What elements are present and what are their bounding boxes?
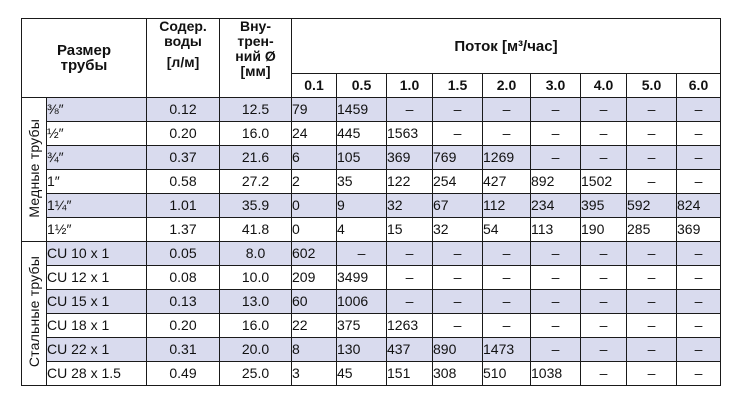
table-row	[22, 290, 721, 314]
water-content-cell: 1.01	[147, 194, 220, 218]
inner-diameter-line3: ний	[235, 48, 261, 64]
flow-value-cell: 15	[387, 218, 433, 242]
table-row	[22, 362, 721, 386]
inner-diameter-cell: 41.8	[220, 218, 292, 242]
flow-value-cell: –	[677, 122, 721, 146]
flow-value-cell: 190	[581, 218, 627, 242]
pipe-size-cell: CU 10 x 1	[47, 242, 147, 266]
flow-value-cell: 427	[483, 170, 531, 194]
table-row	[22, 98, 721, 122]
flow-value-cell: –	[387, 98, 433, 122]
flow-value-cell: 1038	[531, 362, 581, 386]
flow-value-cell: –	[581, 266, 627, 290]
flow-value-cell: –	[627, 338, 677, 362]
inner-diameter-cell: 12.5	[220, 98, 292, 122]
flow-value-cell: 308	[433, 362, 483, 386]
water-content-unit: [л/м]	[166, 54, 200, 70]
inner-diameter-cell: 35.9	[220, 194, 292, 218]
water-content-cell: 0.05	[147, 242, 220, 266]
table-row	[22, 242, 721, 266]
water-content-cell: 0.37	[147, 146, 220, 170]
flow-value-cell: 130	[337, 338, 387, 362]
flow-value-cell: 209	[292, 266, 337, 290]
flow-value-cell: 54	[483, 218, 531, 242]
flow-value-cell: –	[433, 290, 483, 314]
table-row	[22, 122, 721, 146]
flow-value-cell: –	[433, 242, 483, 266]
table-row	[22, 218, 721, 242]
flow-value-cell: –	[627, 242, 677, 266]
flow-value-cell: –	[677, 170, 721, 194]
flow-value-cell: –	[627, 314, 677, 338]
flow-value-cell: 151	[387, 362, 433, 386]
water-content-cell: 0.20	[147, 314, 220, 338]
inner-diameter-header	[220, 19, 292, 98]
flow-value-cell: –	[581, 338, 627, 362]
flow-value-cell: –	[627, 146, 677, 170]
group-label-cell	[22, 98, 47, 242]
table-row	[22, 266, 721, 290]
flow-value-cell: –	[483, 314, 531, 338]
flow-value-cell: –	[433, 122, 483, 146]
flow-value-cell: –	[677, 290, 721, 314]
flow-value-header: 1.0	[387, 74, 433, 98]
table-row	[22, 146, 721, 170]
flow-value-cell: 892	[531, 170, 581, 194]
flow-value-cell: 1473	[483, 338, 531, 362]
flow-value-cell: 35	[337, 170, 387, 194]
inner-diameter-cell: 25.0	[220, 362, 292, 386]
flow-value-cell: 510	[483, 362, 531, 386]
pipe-size-cell: ⅜″	[47, 98, 147, 122]
flow-value-cell: 3499	[337, 266, 387, 290]
pipe-size-cell: ½″	[47, 122, 147, 146]
flow-value-cell: –	[677, 266, 721, 290]
flow-value-cell: –	[627, 170, 677, 194]
flow-value-cell: 890	[433, 338, 483, 362]
table-body	[22, 98, 721, 386]
flow-value-cell: –	[337, 242, 387, 266]
flow-value-cell: –	[387, 242, 433, 266]
flow-value-cell: –	[581, 362, 627, 386]
table-row	[22, 338, 721, 362]
flow-value-cell: 254	[433, 170, 483, 194]
flow-value-cell: 67	[433, 194, 483, 218]
flow-value-cell: –	[677, 338, 721, 362]
flow-value-header: 5.0	[627, 74, 677, 98]
flow-value-cell: –	[531, 98, 581, 122]
water-content-cell: 1.37	[147, 218, 220, 242]
flow-value-cell: 285	[627, 218, 677, 242]
flow-value-cell: 769	[433, 146, 483, 170]
flow-value-cell: 24	[292, 122, 337, 146]
flow-value-cell: 437	[387, 338, 433, 362]
table-row	[22, 314, 721, 338]
flow-value-cell: –	[581, 122, 627, 146]
inner-diameter-unit: [мм]	[240, 63, 271, 79]
inner-diameter-cell: 16.0	[220, 122, 292, 146]
group-label: Медные трубы	[25, 118, 42, 218]
flow-value-header: 6.0	[677, 74, 721, 98]
flow-value-cell: 4	[337, 218, 387, 242]
flow-value-cell: –	[531, 338, 581, 362]
flow-value-cell: –	[627, 122, 677, 146]
flow-value-cell: –	[627, 98, 677, 122]
water-content-label: Содер. воды	[159, 18, 207, 49]
flow-value-cell: 592	[627, 194, 677, 218]
flow-value-cell: 1459	[337, 98, 387, 122]
flow-value-cell: 1502	[581, 170, 627, 194]
flow-value-cell: –	[483, 290, 531, 314]
flow-value-cell: 32	[433, 218, 483, 242]
flow-value-cell: 445	[337, 122, 387, 146]
water-content-cell: 0.12	[147, 98, 220, 122]
flow-value-cell: –	[677, 314, 721, 338]
flow-value-cell: 22	[292, 314, 337, 338]
flow-value-cell: 113	[531, 218, 581, 242]
flow-value-cell: 0	[292, 194, 337, 218]
pipe-size-cell: CU 15 x 1	[47, 290, 147, 314]
water-content-header	[147, 19, 220, 98]
water-content-cell: 0.49	[147, 362, 220, 386]
flow-value-cell: 2	[292, 170, 337, 194]
pipe-size-cell: ¾″	[47, 146, 147, 170]
flow-value-cell: –	[483, 242, 531, 266]
flow-value-cell: –	[627, 290, 677, 314]
pipe-size-cell: CU 28 x 1.5	[47, 362, 147, 386]
flow-value-cell: –	[531, 242, 581, 266]
flow-value-cell: –	[677, 98, 721, 122]
flow-value-cell: –	[433, 98, 483, 122]
flow-value-cell: –	[627, 266, 677, 290]
pipe-size-cell: 1½″	[47, 218, 147, 242]
flow-value-cell: –	[627, 362, 677, 386]
group-label: Стальные трубы	[25, 256, 42, 368]
pipe-size-cell: 1¼″	[47, 194, 147, 218]
flow-value-cell: 395	[581, 194, 627, 218]
group-label-cell	[22, 242, 47, 386]
size-header	[22, 19, 147, 98]
flow-value-cell: –	[483, 122, 531, 146]
flow-value-cell: 234	[531, 194, 581, 218]
inner-diameter-line1: Вну-	[239, 18, 271, 34]
flow-value-header: 1.5	[433, 74, 483, 98]
flow-value-cell: –	[531, 266, 581, 290]
flow-value-cell: –	[387, 266, 433, 290]
flow-value-cell: –	[677, 242, 721, 266]
flow-value-cell: 122	[387, 170, 433, 194]
size-header-label: Размер трубы	[56, 42, 112, 74]
flow-value-cell: –	[387, 290, 433, 314]
flow-value-cell: 369	[387, 146, 433, 170]
flow-value-header: 4.0	[581, 74, 627, 98]
pipe-size-cell: CU 18 x 1	[47, 314, 147, 338]
inner-diameter-cell: 27.2	[220, 170, 292, 194]
table-header	[22, 19, 721, 98]
flow-value-cell: –	[531, 146, 581, 170]
flow-value-cell: –	[433, 314, 483, 338]
flow-value-cell: –	[677, 362, 721, 386]
flow-value-header: 2.0	[483, 74, 531, 98]
inner-diameter-cell: 16.0	[220, 314, 292, 338]
water-content-cell: 0.08	[147, 266, 220, 290]
flow-value-cell: 105	[337, 146, 387, 170]
inner-diameter-cell: 21.6	[220, 146, 292, 170]
flow-value-cell: –	[581, 98, 627, 122]
flow-value-cell: –	[581, 290, 627, 314]
flow-value-cell: 45	[337, 362, 387, 386]
flow-value-cell: 8	[292, 338, 337, 362]
inner-diameter-cell: 10.0	[220, 266, 292, 290]
pipe-flow-table	[21, 18, 721, 386]
flow-value-cell: 6	[292, 146, 337, 170]
flow-value-cell: 824	[677, 194, 721, 218]
flow-value-cell: –	[581, 146, 627, 170]
table-row	[22, 170, 721, 194]
flow-value-cell: –	[531, 122, 581, 146]
flow-value-cell: 1269	[483, 146, 531, 170]
flow-value-cell: 112	[483, 194, 531, 218]
pipe-size-cell: 1″	[47, 170, 147, 194]
pipe-size-cell: CU 22 x 1	[47, 338, 147, 362]
flow-value-cell: 1263	[387, 314, 433, 338]
flow-value-header: 0.5	[337, 74, 387, 98]
flow-value-cell: –	[483, 266, 531, 290]
diameter-symbol-icon: Ø	[264, 48, 276, 64]
flow-value-cell: –	[581, 242, 627, 266]
flow-value-cell: 3	[292, 362, 337, 386]
water-content-cell: 0.20	[147, 122, 220, 146]
water-content-cell: 0.13	[147, 290, 220, 314]
flow-value-cell: –	[531, 290, 581, 314]
flow-value-cell: 60	[292, 290, 337, 314]
flow-value-cell: 0	[292, 218, 337, 242]
inner-diameter-cell: 13.0	[220, 290, 292, 314]
flow-value-cell: 602	[292, 242, 337, 266]
inner-diameter-line2: трен-	[237, 33, 274, 49]
flow-value-header: 0.1	[292, 74, 337, 98]
inner-diameter-cell: 8.0	[220, 242, 292, 266]
flow-value-cell: –	[433, 266, 483, 290]
flow-header-label: Поток [м³/час]	[454, 37, 558, 55]
flow-value-cell: 9	[337, 194, 387, 218]
inner-diameter-cell: 20.0	[220, 338, 292, 362]
table-row	[22, 194, 721, 218]
flow-value-cell: –	[581, 314, 627, 338]
flow-value-header: 3.0	[531, 74, 581, 98]
flow-value-cell: 32	[387, 194, 433, 218]
flow-value-cell: –	[677, 146, 721, 170]
flow-value-cell: 369	[677, 218, 721, 242]
flow-value-cell: –	[531, 314, 581, 338]
flow-header	[292, 19, 721, 74]
flow-value-cell: 375	[337, 314, 387, 338]
water-content-cell: 0.58	[147, 170, 220, 194]
flow-value-cell: –	[483, 98, 531, 122]
flow-value-cell: 1563	[387, 122, 433, 146]
pipe-size-cell: CU 12 x 1	[47, 266, 147, 290]
pipe-flow-table-container	[21, 18, 721, 386]
water-content-cell: 0.31	[147, 338, 220, 362]
flow-value-cell: 79	[292, 98, 337, 122]
flow-value-cell: 1006	[337, 290, 387, 314]
